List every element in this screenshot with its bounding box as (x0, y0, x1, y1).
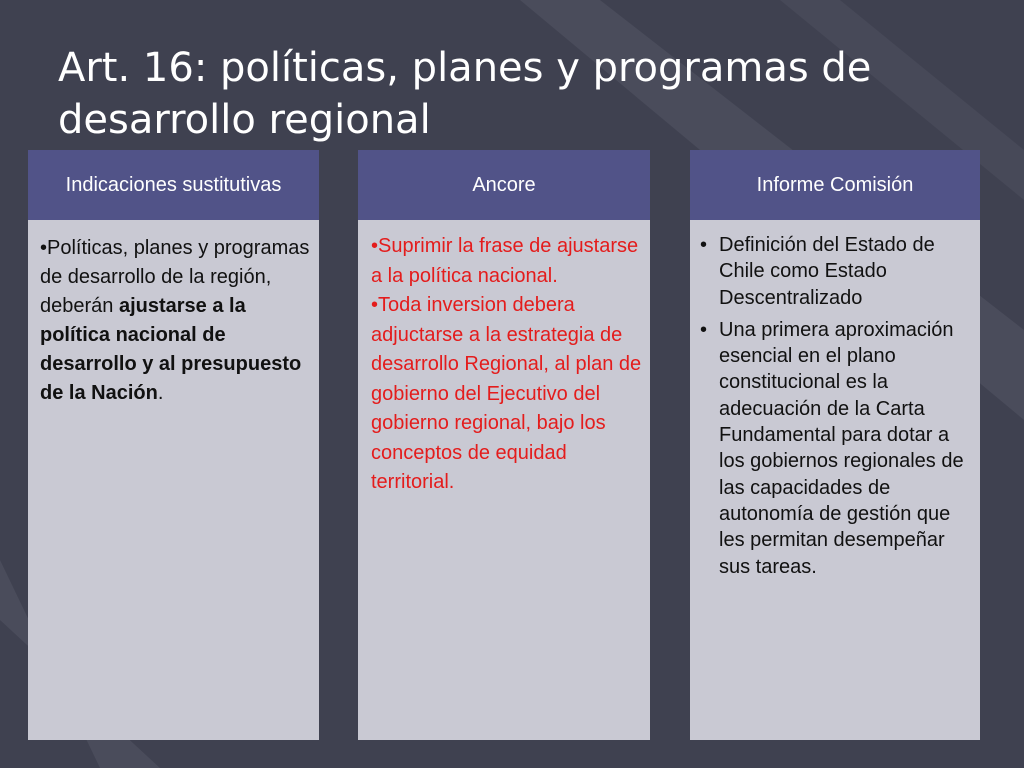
column-body (690, 220, 980, 740)
list-item-text: Una primera aproximación esencial en el plano constitucional es la adecuación de la Carta Fundamental para dotar a los gobiernos regionales de las capacidades de autonomía de gestión que les permitan desempeñar sus tareas. (719, 318, 964, 578)
text-segment: •Políticas, planes y programas de desarrollo de la región, deberán (40, 237, 310, 317)
column-header: Ancore (358, 150, 650, 220)
list-item: •Toda inversion debera adjuctarse a la estrategia de desarrollo Regional, al plan de gobierno del Ejecutivo del gobierno regional, bajo los conceptos de equidad territorial. (371, 294, 642, 493)
text-segment: . (157, 382, 164, 404)
slide-title: Art. 16: políticas, planes y programas de desarrollo regional (58, 45, 872, 143)
bullet-icon: • (700, 234, 708, 256)
column-header: Indicaciones sustitutivas (28, 150, 319, 220)
list-item (700, 317, 972, 580)
bullet-icon: • (700, 318, 708, 341)
column-header: Informe Comisión (690, 150, 980, 220)
list-item: •Suprimir la frase de ajustarse a la política nacional. (371, 235, 639, 287)
column-text (40, 234, 312, 408)
column-indicaciones (28, 150, 319, 740)
list-item (700, 232, 972, 311)
column-body (28, 220, 319, 740)
column-body (358, 220, 650, 740)
column-ancore (358, 150, 650, 740)
bullet-list (700, 232, 972, 580)
column-text (371, 232, 646, 498)
column-text (700, 232, 972, 586)
text-segment-bold: ajustarse a la política nacional de desarrollo y al presupuesto de la Nación (40, 295, 302, 404)
list-item-text: Definición del Estado de Chile como Estado Descentralizado (719, 234, 935, 309)
column-informe (690, 150, 980, 740)
